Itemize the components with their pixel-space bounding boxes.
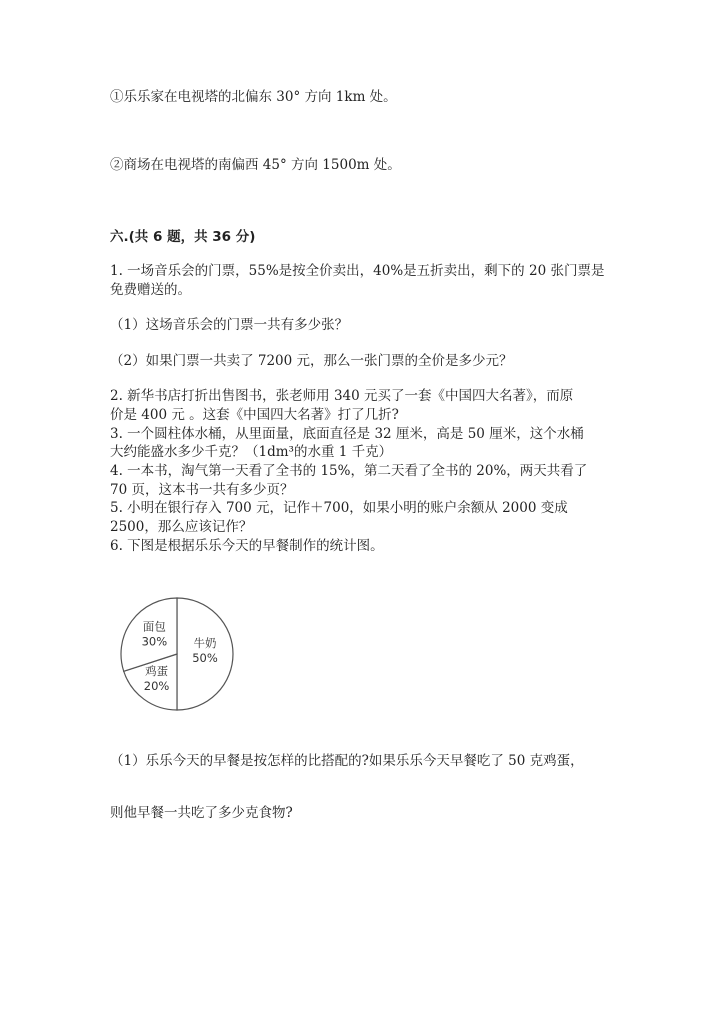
q2-line2: 价是 400 元 。这套《中国四大名著》打了几折? (110, 407, 399, 423)
q5-line2: 2500，那么应该记作？ (110, 519, 253, 535)
q1-sub1: （1）这场音乐会的门票一共有多少张？ (110, 317, 349, 333)
q3-line1: 3. 一个圆柱体水桶，从里面量，底面直径是 32 厘米，高是 50 厘米，这个水桶 (110, 426, 584, 442)
q1-line1: 1. 一场音乐会的门票，55%是按全价卖出，40%是五折卖出，剩下的 20 张门票是 (110, 263, 605, 279)
q4-line1: 4. 一本书，淘气第一天看了全书的 15%，第二天看了全书的 20%，两天共看了 (110, 463, 588, 479)
pie-slice-value: 50% (192, 651, 218, 665)
item-lele-home: ①乐乐家在电视塔的北偏东 30° 方向 1km 处。 (110, 89, 397, 105)
q2-line1: 2. 新华书店打折出售图书，张老师用 340 元买了一套《中国四大名著》，而原 (110, 388, 574, 404)
pie-slice-value: 30% (141, 634, 168, 649)
q6-sub1-line2: 则他早餐一共吃了多少克食物? (110, 805, 293, 821)
q6-line1: 6. 下图是根据乐乐今天的早餐制作的统计图。 (110, 538, 384, 554)
q6-sub1-line1: （1）乐乐今天的早餐是按怎样的比搭配的?如果乐乐今天早餐吃了 50 克鸡蛋， (110, 753, 584, 769)
pie-slice-label: 牛奶 (193, 636, 217, 650)
q1-line2: 免费赠送的。 (110, 282, 191, 298)
breakfast-pie-chart (115, 590, 245, 720)
pie-slice-value: 20% (143, 679, 170, 694)
q5-line1: 5. 小明在银行存入 700 元，记作＋700，如果小明的账户余额从 2000 变成 (110, 500, 568, 516)
q4-line2: 70 页，这本书一共有多少页？ (110, 482, 294, 498)
section-heading: 六.(共 6 题，共 36 分) (110, 229, 256, 245)
q1-sub2: （2）如果门票一共卖了 7200 元，那么一张门票的全价是多少元？ (110, 353, 513, 369)
pie-slice-label: 面包 (142, 619, 166, 634)
item-mall: ②商场在电视塔的南偏西 45° 方向 1500m 处。 (110, 157, 401, 173)
q3-line2: 大约能盛水多少千克？（1dm³的水重 1 千克） (110, 444, 393, 460)
pie-slice-label: 鸡蛋 (145, 664, 169, 679)
